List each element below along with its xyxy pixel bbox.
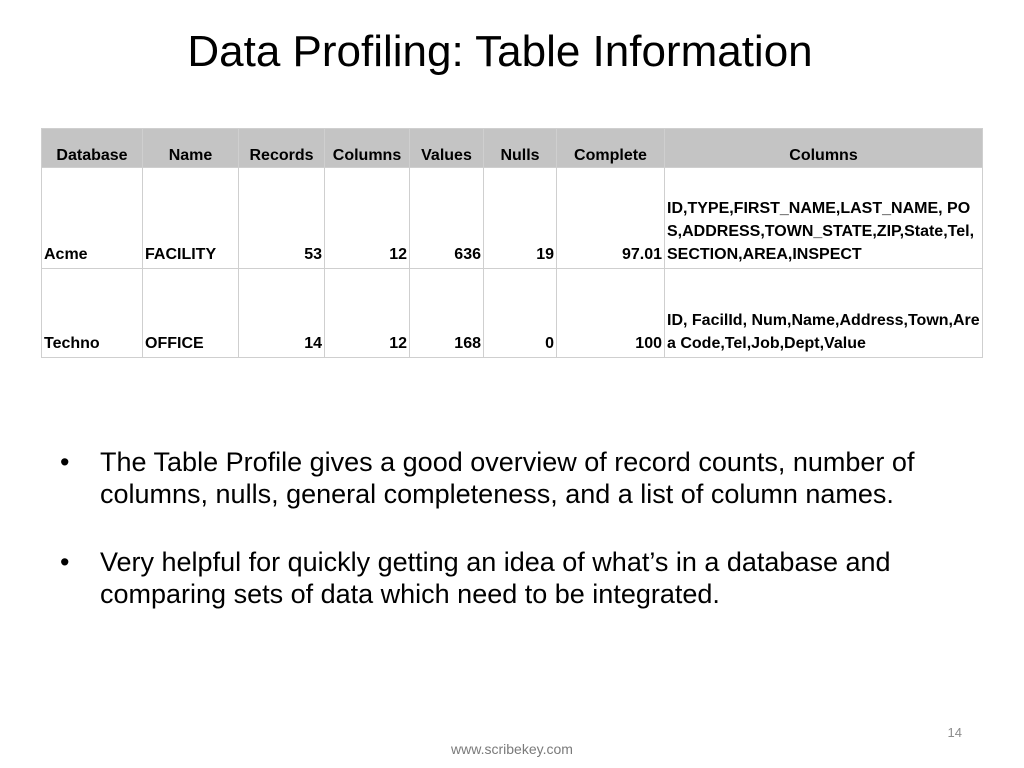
slide-title: Data Profiling: Table Information xyxy=(187,27,813,76)
cell-nulls: 19 xyxy=(484,168,557,269)
bullet-marker: • xyxy=(60,547,70,577)
table-profile xyxy=(41,128,983,358)
cell-records: 14 xyxy=(239,269,325,358)
header-database: Database xyxy=(42,129,143,168)
bullet-text: Very helpful for quickly getting an idea of what’s in a database and comparing sets of data which need to be integrated. xyxy=(100,547,891,609)
cell-complete: 100 xyxy=(557,269,665,358)
bullet-marker: • xyxy=(60,447,70,477)
cell-columns-count: 12 xyxy=(325,168,410,269)
bullet-list xyxy=(60,446,970,646)
header-nulls: Nulls xyxy=(484,129,557,168)
cell-records: 53 xyxy=(239,168,325,269)
bullet-item xyxy=(60,446,970,510)
cell-values: 636 xyxy=(410,168,484,269)
cell-nulls: 0 xyxy=(484,269,557,358)
header-complete: Complete xyxy=(557,129,665,168)
bullet-text: The Table Profile gives a good overview of record counts, number of columns, nulls, general completeness, and a list of column names. xyxy=(100,447,915,509)
table-row xyxy=(42,168,983,269)
cell-name: FACILITY xyxy=(143,168,239,269)
header-column-list: Columns xyxy=(665,129,983,168)
header-name: Name xyxy=(143,129,239,168)
cell-complete: 97.01 xyxy=(557,168,665,269)
table-row xyxy=(42,269,983,358)
cell-column-list: ID, FacilId, Num,Name,Address,Town,Area Code,Tel,Job,Dept,Value xyxy=(665,269,983,358)
cell-database: Acme xyxy=(42,168,143,269)
cell-values: 168 xyxy=(410,269,484,358)
page-number: 14 xyxy=(947,725,962,740)
header-columns-count: Columns xyxy=(325,129,410,168)
footer-url: www.scribekey.com xyxy=(451,741,573,757)
cell-name: OFFICE xyxy=(143,269,239,358)
cell-column-list: ID,TYPE,FIRST_NAME,LAST_NAME, POS,ADDRESS,TOWN_STATE,ZIP,State,Tel,SECTION,AREA,INSPECT xyxy=(665,168,983,269)
header-records: Records xyxy=(239,129,325,168)
header-values: Values xyxy=(410,129,484,168)
cell-columns-count: 12 xyxy=(325,269,410,358)
cell-database: Techno xyxy=(42,269,143,358)
table-header-row xyxy=(42,129,983,168)
bullet-item xyxy=(60,546,970,610)
